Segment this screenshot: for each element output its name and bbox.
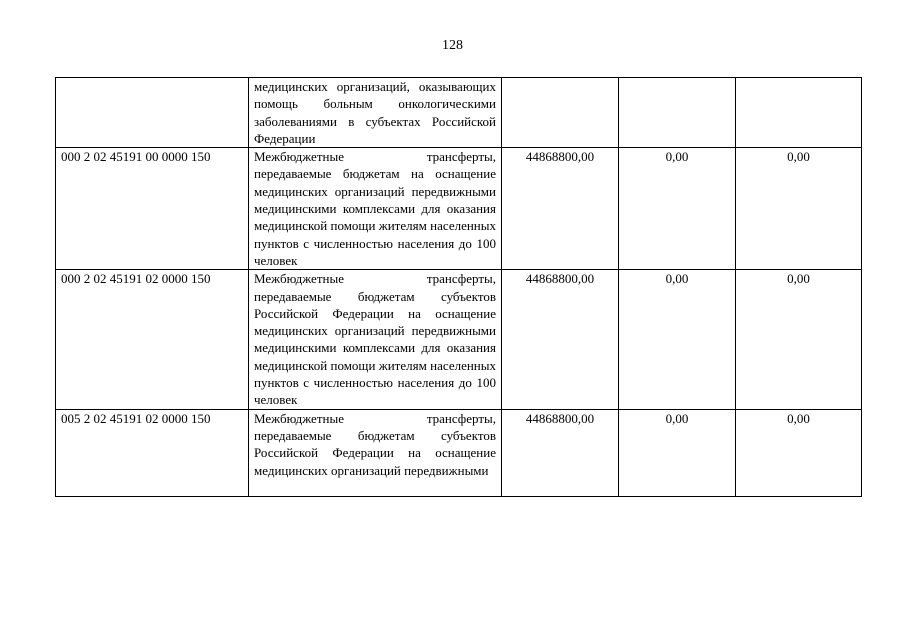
table-row <box>56 409 862 496</box>
amount-cell-3: 0,00 <box>736 409 862 496</box>
income-name-cell <box>249 409 502 496</box>
budget-code-cell: 000 2 02 45191 00 0000 150 <box>56 148 249 270</box>
amount-cell-3: 0,00 <box>736 270 862 409</box>
amount-cell-1: 44868800,00 <box>502 409 619 496</box>
table-row <box>56 148 862 270</box>
amount-cell-3: 0,00 <box>736 148 862 270</box>
budget-table <box>55 77 862 497</box>
income-name-text: Межбюджетные трансферты, передаваемые бюджетам субъектов Российской Федерации на оснащение медицинских организаций передвижными <box>254 410 496 478</box>
amount-cell-2: 0,00 <box>619 409 736 496</box>
amount-cell-3 <box>736 78 862 148</box>
amount-cell-2: 0,00 <box>619 270 736 409</box>
table-row <box>56 270 862 409</box>
budget-code-cell: 005 2 02 45191 02 0000 150 <box>56 409 249 496</box>
income-name-cell: медицинских организаций, оказывающих помощь больным онкологическими заболеваниями в субъектах Российской Федерации <box>249 78 502 148</box>
income-name-cell: Межбюджетные трансферты, передаваемые бюджетам на оснащение медицинских организаций передвижными медицинскими комплексами для оказания медицинской помощи жителям населенных пунктов с численностью населения до 100 человек <box>249 148 502 270</box>
amount-cell-2: 0,00 <box>619 148 736 270</box>
budget-code-cell: 000 2 02 45191 02 0000 150 <box>56 270 249 409</box>
amount-cell-1: 44868800,00 <box>502 148 619 270</box>
amount-cell-1 <box>502 78 619 148</box>
amount-cell-2 <box>619 78 736 148</box>
amount-cell-1: 44868800,00 <box>502 270 619 409</box>
income-name-cell: Межбюджетные трансферты, передаваемые бюджетам субъектов Российской Федерации на оснащение медицинских организаций передвижными медицинскими комплексами для оказания медицинской помощи жителям населенных пунктов с численностью населения до 100 человек <box>249 270 502 409</box>
page-number: 128 <box>442 38 463 53</box>
budget-code-cell <box>56 78 249 148</box>
table-row <box>56 78 862 148</box>
